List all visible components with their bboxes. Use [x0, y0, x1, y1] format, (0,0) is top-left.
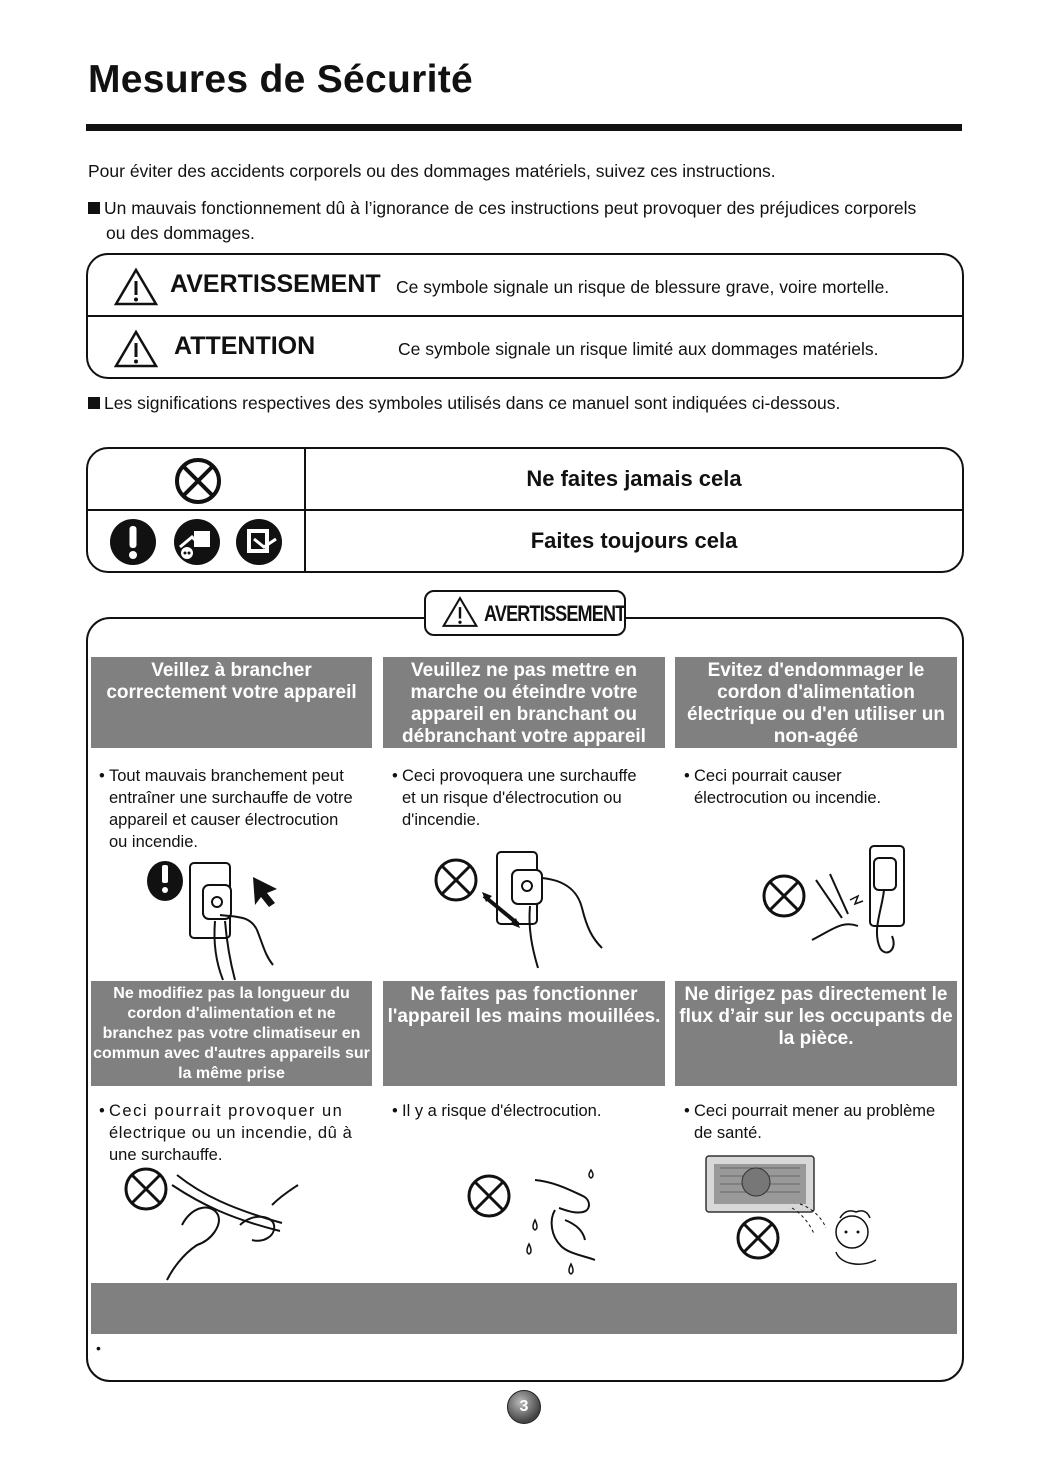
- exclamation-mandatory-icon: [108, 517, 158, 567]
- warning-heading-3: Evitez d'endommager le cordon d'alimentation électrique ou d'en utiliser un non-agéé: [675, 657, 957, 748]
- note-line-1: Un mauvais fonctionnement dû à l’ignorance de ces instructions peut provoquer des préjudices corporels: [104, 198, 917, 218]
- symbol-text-never: Ne faites jamais cela: [526, 466, 742, 491]
- signal-words-box: [86, 253, 964, 379]
- warning-section-label: AVERTISSEMENT: [484, 601, 626, 626]
- signal-row-caution: [88, 317, 962, 377]
- unplug-icon: [172, 517, 222, 567]
- airflow-on-occupant-illustration: [700, 1148, 885, 1270]
- wet-hands-illustration: [465, 1160, 615, 1280]
- note-line-2: ou des dommages.: [106, 223, 255, 243]
- signal-label-warning: AVERTISSEMENT: [170, 270, 381, 298]
- warning-desc-4: • Ceci pourrait provoquer un électrique ou un incendie, dû à une surchauffe.: [99, 1102, 353, 1164]
- symbols-legend-box: [86, 447, 964, 573]
- warning-triangle-icon: [442, 596, 478, 628]
- warning-desc-1: • Tout mauvais branchement peut entraîner une surchauffe de votre appareil et causer électrocution ou incendie.: [99, 767, 353, 851]
- square-bullet-icon: [88, 202, 100, 214]
- symbols-note: Les significations respectives des symboles utilisés dans ce manuel sont indiquées ci-dessous.: [88, 393, 840, 414]
- caution-triangle-icon: [114, 330, 158, 368]
- warning-desc-6: • Ceci pourrait mener au problème de santé.: [684, 1102, 936, 1142]
- warning-section-badge: [424, 590, 626, 636]
- page-title: Mesures de Sécurité: [88, 58, 474, 101]
- warning-triangle-icon: [114, 268, 158, 306]
- damaged-cord-illustration: [762, 840, 912, 962]
- warning-heading-5: Ne faites pas fonctionner l'appareil les mains mouillées.: [383, 981, 665, 1086]
- signal-text-warning: Ce symbole signale un risque de blessure grave, voire mortelle.: [396, 277, 890, 297]
- warning-desc-5: • Il y a risque d'électrocution.: [392, 1102, 602, 1120]
- footer-bullet: •: [96, 1340, 101, 1356]
- signal-text-caution: Ce symbole signale un risque limité aux dommages matériels.: [398, 339, 879, 359]
- intro-text: Pour éviter des accidents corporels ou des dommages matériels, suivez ces instructions.: [88, 161, 776, 181]
- title-rule: [86, 124, 962, 131]
- plug-in-correctly-illustration: [145, 855, 295, 980]
- prohibition-icon: [174, 457, 222, 505]
- do-not-unplug-to-switch-illustration: [432, 848, 607, 968]
- cord-extension-illustration: [122, 1165, 302, 1280]
- warning-heading-empty: [91, 1283, 957, 1334]
- ground-connection-icon: [234, 517, 284, 567]
- page-number-badge: 3: [507, 1390, 541, 1424]
- warning-heading-2: Veuillez ne pas mettre en marche ou éteindre votre appareil en branchant ou débranchant votre appareil: [383, 657, 665, 748]
- warning-heading-6: Ne dirigez pas directement le flux d’air sur les occupants de la pièce.: [675, 981, 957, 1086]
- warning-heading-1: Veillez à brancher correctement votre appareil: [91, 657, 372, 748]
- signal-label-caution: ATTENTION: [174, 332, 316, 360]
- signal-row-warning: [88, 255, 962, 315]
- warning-desc-3: • Ceci pourrait causer électrocution ou incendie.: [684, 767, 882, 807]
- symbol-text-always: Faites toujours cela: [530, 528, 738, 553]
- instruction-note: [88, 196, 962, 246]
- warning-heading-4: Ne modifiez pas la longueur du cordon d'alimentation et ne branchez pas votre climatiseur en commun avec d'autres appareils sur la même prise: [91, 981, 372, 1086]
- square-bullet-icon: [88, 397, 100, 409]
- warning-desc-2: • Ceci provoquera une surchauffe et un risque d'électrocution ou d'incendie.: [392, 767, 637, 829]
